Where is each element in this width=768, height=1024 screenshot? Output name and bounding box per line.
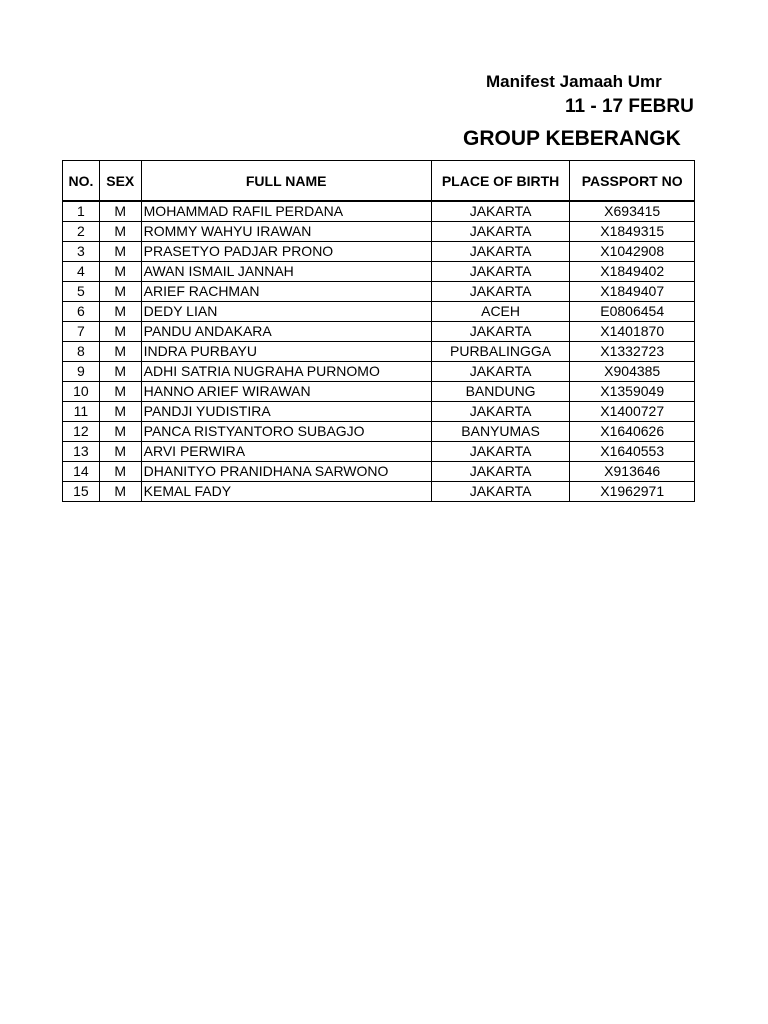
table-row bbox=[63, 262, 695, 282]
date-range-title: 11 - 17 FEBRU bbox=[565, 96, 694, 117]
cell-place-of-birth: JAKARTA bbox=[431, 201, 570, 222]
cell-passport-no: X1401870 bbox=[570, 322, 695, 342]
cell-full-name: ROMMY WAHYU IRAWAN bbox=[141, 222, 431, 242]
table-row bbox=[63, 382, 695, 402]
cell-full-name: PANCA RISTYANTORO SUBAGJO bbox=[141, 422, 431, 442]
cell-no: 1 bbox=[63, 201, 100, 222]
cell-place-of-birth: JAKARTA bbox=[431, 442, 570, 462]
cell-passport-no: E0806454 bbox=[570, 302, 695, 322]
cell-no: 15 bbox=[63, 482, 100, 502]
cell-place-of-birth: JAKARTA bbox=[431, 402, 570, 422]
cell-sex: M bbox=[99, 322, 141, 342]
cell-no: 3 bbox=[63, 242, 100, 262]
cell-no: 10 bbox=[63, 382, 100, 402]
cell-passport-no: X1042908 bbox=[570, 242, 695, 262]
cell-place-of-birth: JAKARTA bbox=[431, 282, 570, 302]
table-row bbox=[63, 462, 695, 482]
cell-no: 6 bbox=[63, 302, 100, 322]
cell-sex: M bbox=[99, 362, 141, 382]
table-row bbox=[63, 442, 695, 462]
cell-sex: M bbox=[99, 482, 141, 502]
manifest-table bbox=[62, 160, 695, 502]
cell-no: 7 bbox=[63, 322, 100, 342]
table-row bbox=[63, 342, 695, 362]
header-sex: SEX bbox=[99, 161, 141, 202]
cell-sex: M bbox=[99, 222, 141, 242]
cell-place-of-birth: JAKARTA bbox=[431, 462, 570, 482]
cell-sex: M bbox=[99, 242, 141, 262]
cell-sex: M bbox=[99, 201, 141, 222]
cell-place-of-birth: BANYUMAS bbox=[431, 422, 570, 442]
cell-full-name: PANDJI YUDISTIRA bbox=[141, 402, 431, 422]
table-row bbox=[63, 222, 695, 242]
cell-place-of-birth: PURBALINGGA bbox=[431, 342, 570, 362]
cell-no: 11 bbox=[63, 402, 100, 422]
cell-sex: M bbox=[99, 282, 141, 302]
cell-passport-no: X1640553 bbox=[570, 442, 695, 462]
cell-passport-no: X913646 bbox=[570, 462, 695, 482]
table-row bbox=[63, 322, 695, 342]
cell-passport-no: X1640626 bbox=[570, 422, 695, 442]
table-row bbox=[63, 302, 695, 322]
cell-passport-no: X693415 bbox=[570, 201, 695, 222]
cell-sex: M bbox=[99, 442, 141, 462]
cell-passport-no: X1962971 bbox=[570, 482, 695, 502]
cell-sex: M bbox=[99, 402, 141, 422]
cell-passport-no: X904385 bbox=[570, 362, 695, 382]
cell-no: 4 bbox=[63, 262, 100, 282]
cell-full-name: AWAN ISMAIL JANNAH bbox=[141, 262, 431, 282]
cell-place-of-birth: ACEH bbox=[431, 302, 570, 322]
cell-full-name: HANNO ARIEF WIRAWAN bbox=[141, 382, 431, 402]
cell-place-of-birth: JAKARTA bbox=[431, 262, 570, 282]
cell-sex: M bbox=[99, 462, 141, 482]
header-no: NO. bbox=[63, 161, 100, 202]
manifest-title: Manifest Jamaah Umr bbox=[486, 72, 662, 91]
group-title: GROUP KEBERANGK bbox=[463, 127, 681, 150]
cell-sex: M bbox=[99, 302, 141, 322]
cell-passport-no: X1359049 bbox=[570, 382, 695, 402]
table-row bbox=[63, 482, 695, 502]
cell-full-name: PRASETYO PADJAR PRONO bbox=[141, 242, 431, 262]
cell-passport-no: X1849315 bbox=[570, 222, 695, 242]
cell-full-name: ADHI SATRIA NUGRAHA PURNOMO bbox=[141, 362, 431, 382]
cell-no: 8 bbox=[63, 342, 100, 362]
table-header-row bbox=[63, 161, 695, 202]
table-row bbox=[63, 402, 695, 422]
table-row bbox=[63, 242, 695, 262]
header-place-of-birth: PLACE OF BIRTH bbox=[431, 161, 570, 202]
cell-no: 2 bbox=[63, 222, 100, 242]
header-passport-no: PASSPORT NO bbox=[570, 161, 695, 202]
table-row bbox=[63, 362, 695, 382]
cell-passport-no: X1849407 bbox=[570, 282, 695, 302]
table-row bbox=[63, 282, 695, 302]
cell-place-of-birth: BANDUNG bbox=[431, 382, 570, 402]
cell-passport-no: X1332723 bbox=[570, 342, 695, 362]
cell-passport-no: X1849402 bbox=[570, 262, 695, 282]
cell-no: 12 bbox=[63, 422, 100, 442]
table-row bbox=[63, 422, 695, 442]
cell-place-of-birth: JAKARTA bbox=[431, 482, 570, 502]
cell-sex: M bbox=[99, 382, 141, 402]
cell-place-of-birth: JAKARTA bbox=[431, 322, 570, 342]
cell-no: 13 bbox=[63, 442, 100, 462]
cell-full-name: DHANITYO PRANIDHANA SARWONO bbox=[141, 462, 431, 482]
cell-full-name: KEMAL FADY bbox=[141, 482, 431, 502]
table-row bbox=[63, 201, 695, 222]
cell-sex: M bbox=[99, 422, 141, 442]
cell-sex: M bbox=[99, 342, 141, 362]
cell-full-name: PANDU ANDAKARA bbox=[141, 322, 431, 342]
cell-no: 9 bbox=[63, 362, 100, 382]
cell-full-name: INDRA PURBAYU bbox=[141, 342, 431, 362]
cell-place-of-birth: JAKARTA bbox=[431, 362, 570, 382]
cell-passport-no: X1400727 bbox=[570, 402, 695, 422]
cell-place-of-birth: JAKARTA bbox=[431, 222, 570, 242]
cell-full-name: ARVI PERWIRA bbox=[141, 442, 431, 462]
cell-full-name: MOHAMMAD RAFIL PERDANA bbox=[141, 201, 431, 222]
cell-no: 5 bbox=[63, 282, 100, 302]
header-full-name: FULL NAME bbox=[141, 161, 431, 202]
cell-full-name: ARIEF RACHMAN bbox=[141, 282, 431, 302]
cell-no: 14 bbox=[63, 462, 100, 482]
cell-place-of-birth: JAKARTA bbox=[431, 242, 570, 262]
cell-full-name: DEDY LIAN bbox=[141, 302, 431, 322]
cell-sex: M bbox=[99, 262, 141, 282]
